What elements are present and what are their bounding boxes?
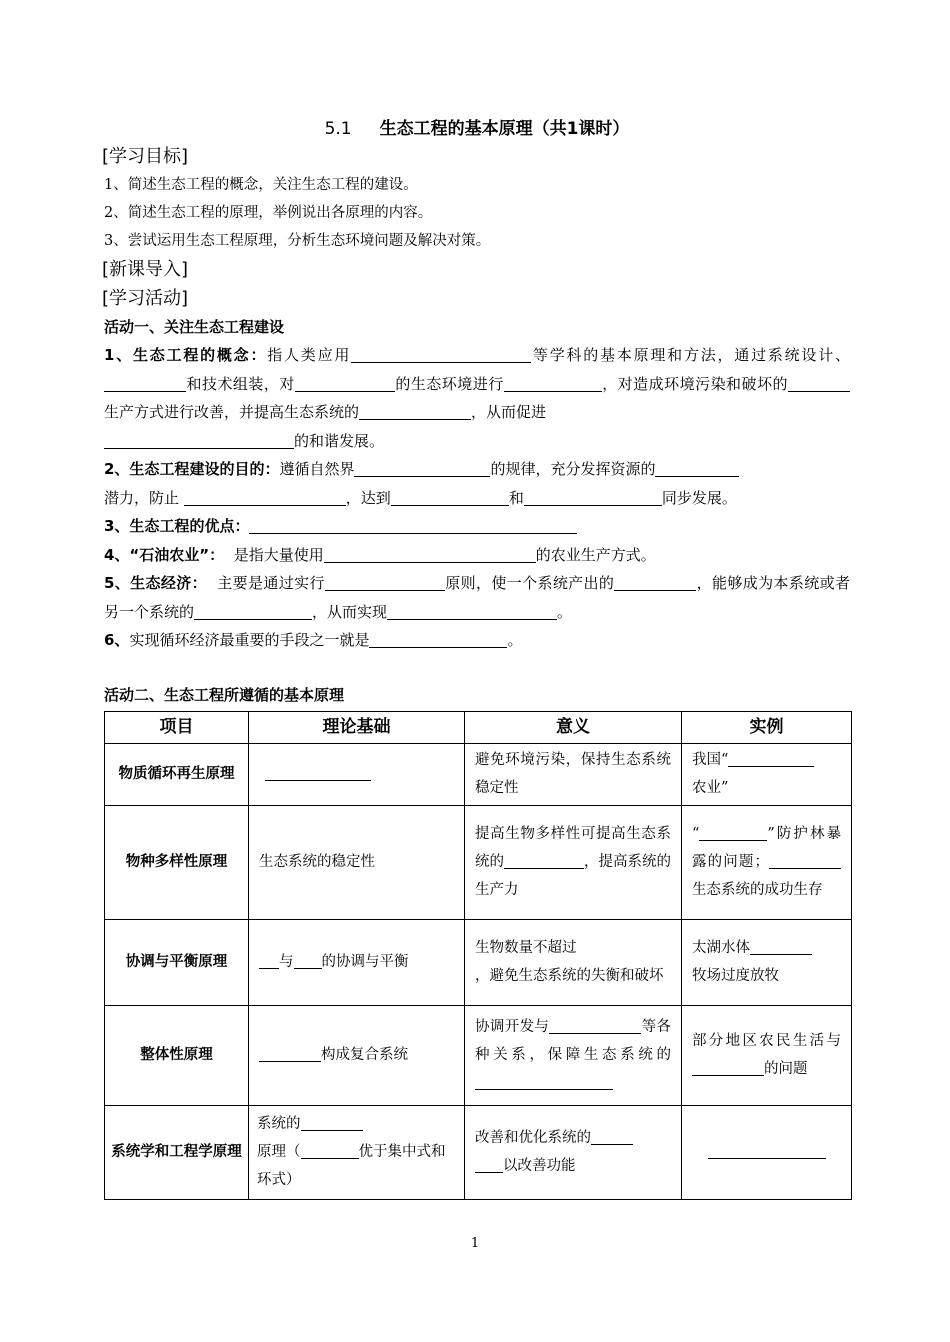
- fill-blank[interactable]: [750, 937, 812, 955]
- fill-blank[interactable]: [184, 488, 346, 506]
- fill-blank[interactable]: [259, 1044, 321, 1062]
- example-cell: [682, 919, 852, 1005]
- text-run: 协调开发与: [475, 1019, 550, 1035]
- text-run: 的问题: [764, 1061, 808, 1077]
- example-cell: [682, 805, 852, 919]
- text-run: 构成复合系统: [321, 1047, 408, 1063]
- fill-blank[interactable]: [301, 1141, 359, 1159]
- fill-blank[interactable]: [301, 1113, 363, 1131]
- text-run: ，避免生态系统的失衡和破坏: [475, 968, 664, 984]
- petroleum-agriculture-paragraph: [104, 541, 850, 570]
- text-run: 我国“: [692, 752, 729, 768]
- fill-blank[interactable]: [351, 345, 531, 363]
- fill-blank[interactable]: [295, 374, 395, 392]
- example-cell: [682, 1005, 852, 1105]
- text-run: ，提高系统的生产力: [475, 854, 671, 898]
- fill-blank[interactable]: [391, 488, 509, 506]
- ecological-economy-paragraph: [104, 569, 850, 626]
- fill-blank[interactable]: [265, 763, 371, 781]
- fill-blank[interactable]: [359, 402, 471, 420]
- fill-blank[interactable]: [259, 951, 279, 969]
- text-run: 生态系统的成功生存: [692, 882, 823, 898]
- section-goals: [学习目标]: [102, 146, 189, 167]
- advantage-paragraph: [104, 512, 850, 541]
- economy-heading: 5、生态经济：: [104, 574, 208, 592]
- text-run: 等学科的基本原理和方法，通过系统设计、: [531, 346, 850, 364]
- table-row: [105, 805, 852, 919]
- fill-blank[interactable]: [728, 749, 814, 767]
- table-row: [105, 743, 852, 805]
- text-run: ，对造成环境污染和破坏的: [601, 374, 788, 393]
- circular-economy-paragraph: [104, 626, 850, 655]
- example-cell: [682, 1105, 852, 1199]
- section-activities: [学习活动]: [102, 288, 189, 309]
- fill-blank[interactable]: [294, 951, 322, 969]
- fill-blank[interactable]: [655, 459, 739, 477]
- circular-heading: 6、: [104, 631, 130, 649]
- text-run: 潜力，防止: [104, 488, 180, 507]
- table-row: [105, 1105, 852, 1199]
- text-run: “: [692, 826, 700, 842]
- theory-cell: [249, 919, 465, 1005]
- text-run: ，达到: [345, 488, 391, 507]
- fill-blank[interactable]: [475, 1072, 613, 1090]
- text-run: 的生态环境进行: [394, 374, 504, 393]
- text-run: ，能够成为本系统或者另一个系统的: [104, 574, 850, 621]
- text-run: 和: [508, 488, 524, 507]
- principle-name: 协调与平衡原理: [105, 919, 249, 1005]
- fill-blank[interactable]: [324, 545, 536, 563]
- fill-blank[interactable]: [504, 851, 584, 869]
- goal-item: 2、简述生态工程的原理，举例说出各原理的内容。: [104, 205, 433, 221]
- text-run: 和技术组装，对: [186, 374, 295, 393]
- text-run: 优于集中式和环式）: [257, 1144, 446, 1188]
- theory-cell: 生态系统的稳定性: [249, 805, 465, 919]
- text-run: 提高生物多样性可提高生态系统的: [475, 826, 671, 870]
- fill-blank[interactable]: [524, 488, 662, 506]
- fill-blank[interactable]: [387, 602, 557, 620]
- fill-blank[interactable]: [591, 1127, 633, 1145]
- principle-name: 物质循环再生原理: [105, 743, 249, 805]
- fill-blank[interactable]: [549, 1016, 641, 1034]
- table-header-row: [105, 711, 852, 743]
- concept-paragraph: [104, 341, 850, 455]
- meaning-cell: [465, 1105, 682, 1199]
- goal-item: 3、尝试运用生态工程原理，分析生态环境问题及解决对策。: [104, 233, 491, 249]
- text-run: 牧场过度放牧: [692, 968, 779, 984]
- fill-blank[interactable]: [788, 374, 850, 392]
- text-run: 太湖水体: [692, 940, 750, 956]
- fill-blank[interactable]: [104, 374, 186, 392]
- fill-blank[interactable]: [249, 516, 577, 534]
- text-run: 改善和优化系统的: [475, 1130, 591, 1146]
- text-run: 的和谐发展。: [294, 431, 385, 450]
- fill-blank[interactable]: [614, 573, 696, 591]
- fill-blank[interactable]: [354, 459, 490, 477]
- principle-name: 整体性原理: [105, 1005, 249, 1105]
- theory-cell: [249, 743, 465, 805]
- table-row: [105, 1005, 852, 1105]
- text-run: 原则，使一个系统产出的: [444, 574, 615, 592]
- meaning-cell: 避免环境污染，保持生态系统稳定性: [465, 743, 682, 805]
- text-run: 的协调与平衡: [321, 954, 409, 970]
- title-text: 生态工程的基本原理（共1课时）: [379, 119, 630, 139]
- table-row: [105, 919, 852, 1005]
- petroleum-heading: 4、“石油农业”：: [104, 545, 225, 564]
- text-run: 与: [279, 954, 294, 970]
- meaning-cell: [465, 805, 682, 919]
- goal-item: 1、简述生态工程的概念，关注生态工程的建设。: [104, 177, 418, 193]
- purpose-paragraph: [104, 455, 850, 512]
- text-run: 主要是通过实行: [217, 574, 325, 592]
- fill-blank[interactable]: [692, 1058, 764, 1076]
- text-run: 遵循自然界: [279, 460, 355, 478]
- example-cell: [682, 743, 852, 805]
- fill-blank[interactable]: [475, 1155, 503, 1173]
- document-page: [104, 116, 850, 1200]
- meaning-cell: [465, 919, 682, 1005]
- text-run: 是指大量使用: [233, 545, 324, 564]
- principle-name: 物种多样性原理: [105, 805, 249, 919]
- text-run: 的农业生产方式。: [535, 545, 656, 564]
- text-run: 生物数量不超过: [475, 940, 577, 956]
- header-meaning: 意义: [465, 711, 682, 743]
- fill-blank[interactable]: [104, 431, 294, 449]
- theory-cell: [249, 1105, 465, 1199]
- text-run: 的规律，充分发挥资源的: [490, 460, 656, 478]
- text-run: 指人类应用: [267, 346, 352, 364]
- text-run: 以改善功能: [503, 1158, 576, 1174]
- text-run: 。: [507, 631, 523, 649]
- principle-name: 系统学和工程学原理: [105, 1105, 249, 1199]
- concept-heading: 1、生态工程的概念：: [104, 346, 268, 364]
- advantage-heading: 3、生态工程的优点：: [104, 517, 250, 535]
- text-run: ，从而促进: [471, 403, 547, 421]
- section-intro: [新课导入]: [102, 259, 189, 280]
- text-run: ”防护林暴露的问题；: [692, 826, 841, 870]
- page-title: [104, 116, 850, 142]
- fill-blank[interactable]: [504, 374, 602, 392]
- theory-cell: [249, 1005, 465, 1105]
- text-run: 部分地区农民生活与: [692, 1033, 841, 1049]
- fill-blank[interactable]: [369, 630, 507, 648]
- text-run: 生产方式进行改善，并提高生态系统的: [104, 403, 360, 421]
- fill-blank[interactable]: [769, 851, 841, 869]
- text-run: 系统的: [257, 1116, 301, 1132]
- activity2-title: 活动二、生态工程所遵循的基本原理: [104, 685, 345, 704]
- text-run: 实现循环经济最重要的手段之一就是: [129, 631, 370, 649]
- fill-blank[interactable]: [708, 1141, 826, 1159]
- text-run: ，从而实现: [312, 602, 388, 621]
- fill-blank[interactable]: [194, 602, 312, 620]
- text-run: 原理（: [257, 1144, 301, 1160]
- meaning-cell: [465, 1005, 682, 1105]
- text-run: 农业”: [692, 780, 729, 796]
- header-example: 实例: [682, 711, 852, 743]
- header-item: 项目: [105, 711, 249, 743]
- page-number: 1: [470, 1236, 480, 1251]
- title-number: 5.1: [324, 119, 352, 139]
- text-run: 等各种关系，保障生态系统的: [475, 1019, 672, 1063]
- text-run: 同步发展。: [661, 488, 737, 507]
- text-run: 。: [557, 602, 573, 621]
- fill-blank[interactable]: [699, 823, 767, 841]
- purpose-heading: 2、生态工程建设的目的：: [104, 460, 280, 478]
- principles-table: [104, 711, 852, 1200]
- header-theory: 理论基础: [249, 711, 465, 743]
- fill-blank[interactable]: [325, 573, 445, 591]
- activity1-title: 活动一、关注生态工程建设: [104, 318, 285, 336]
